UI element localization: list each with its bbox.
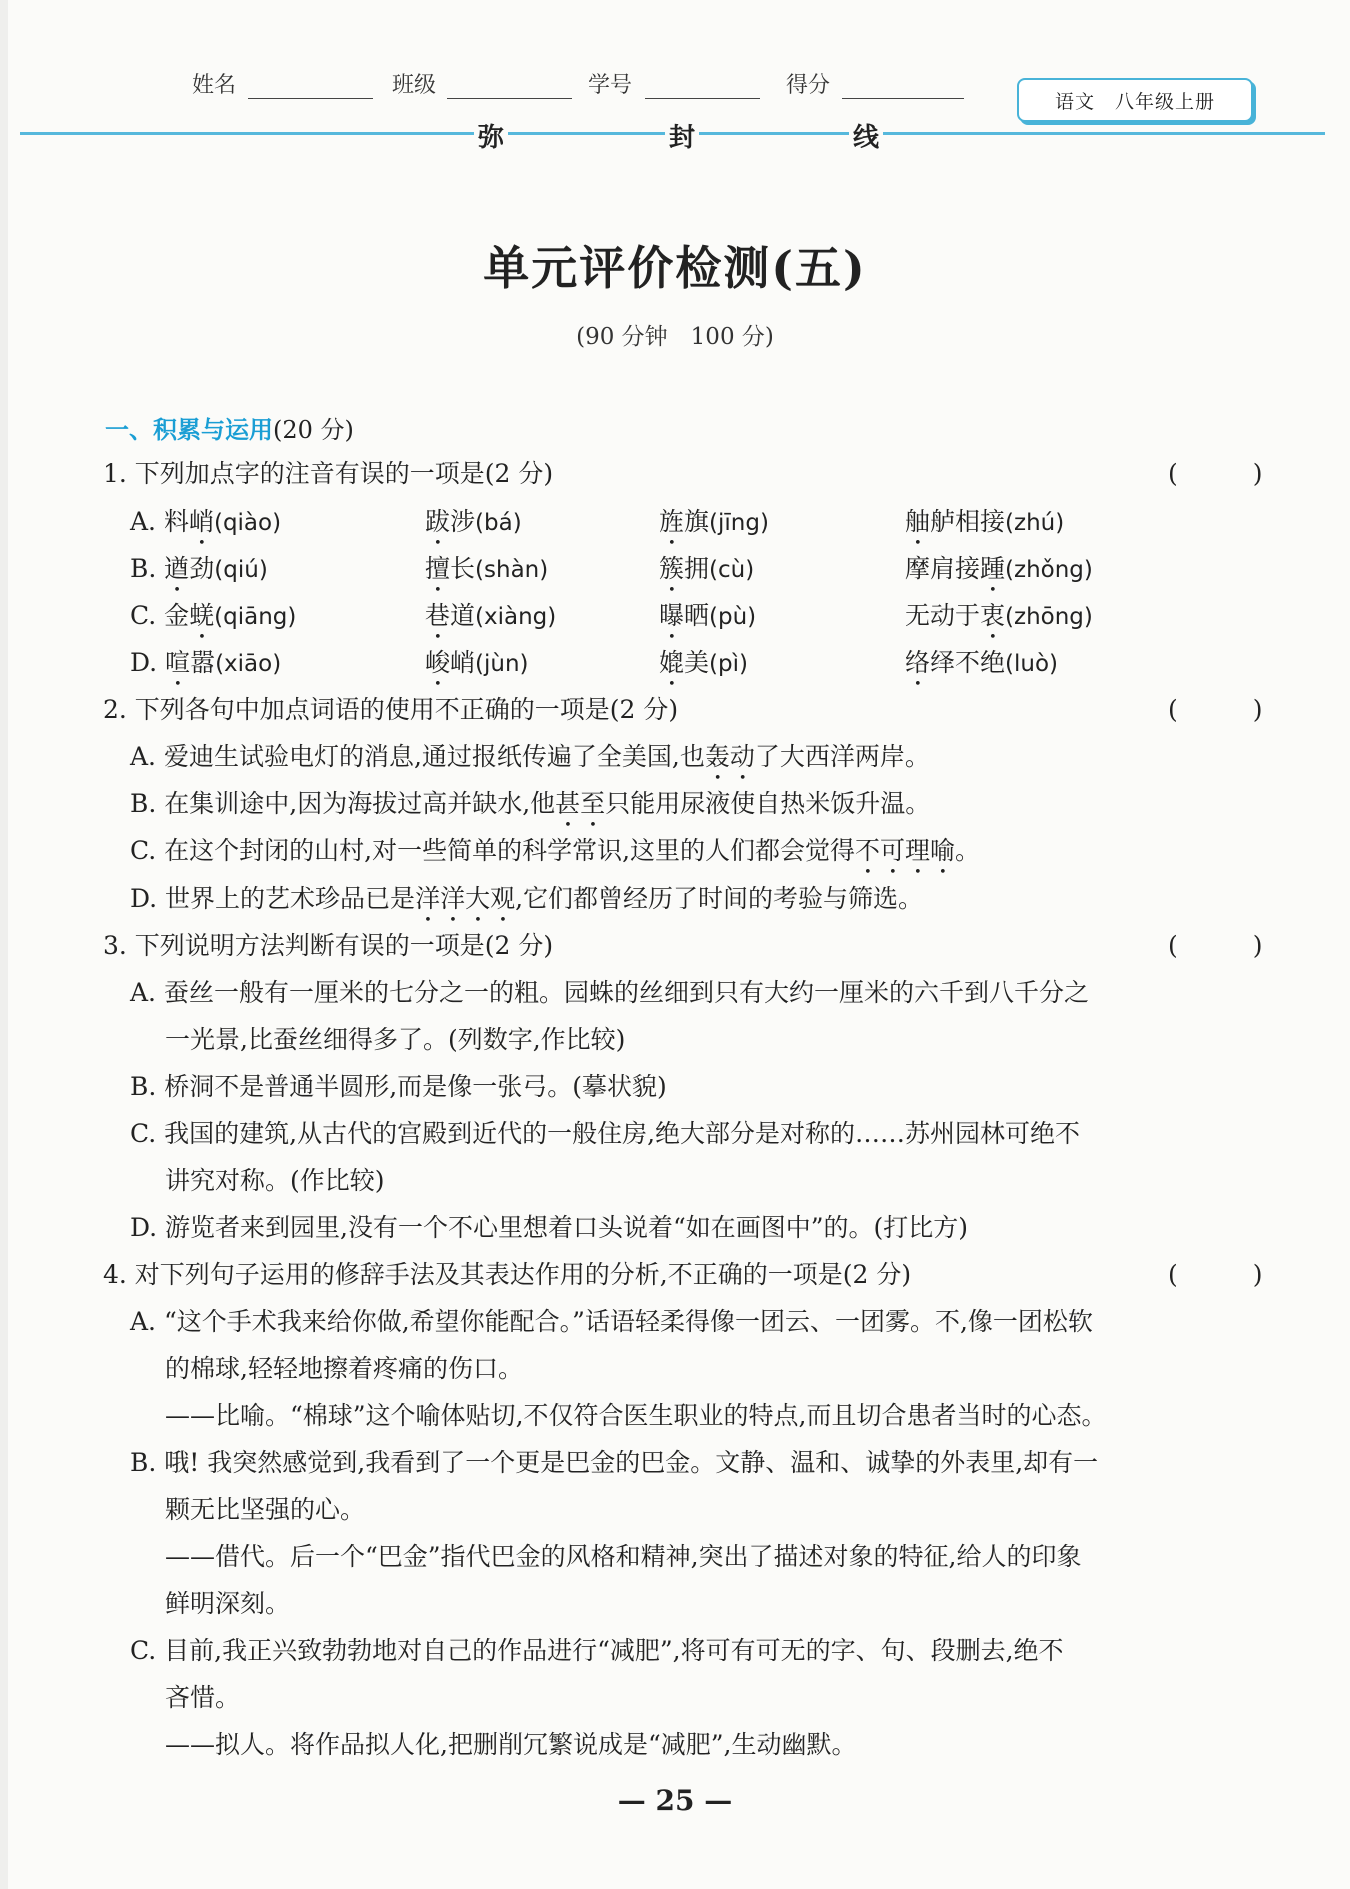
q3-option-a-cont: 一光景,比蚕丝细得多了。(列数字,作比较) (165, 1025, 626, 1054)
q4-option-b-cont: 颗无比坚强的心。 (165, 1495, 366, 1524)
dotted-char: 旌 (659, 507, 685, 536)
q1-stem: 1. 下列加点字的注音有误的一项是(2 分) (103, 459, 554, 488)
pinyin: (cù) (709, 557, 755, 583)
dotted-char: 络 (905, 648, 931, 677)
dotted-phrase: 洋洋大观 (415, 884, 516, 913)
dotted-char: 喧 (165, 648, 191, 677)
q2-answer-paren[interactable]: ( ) (1168, 695, 1263, 724)
dotted-char: 簇 (659, 554, 685, 583)
q1-option-a-item-1 (130, 506, 281, 551)
word-part: 拥 (684, 554, 710, 583)
q4-option-b-analysis-cont: 鲜明深刻。 (165, 1589, 291, 1618)
dotted-char: 峻 (425, 648, 451, 677)
q4-option-b: B. 哦! 我突然感觉到,我看到了一个更是巴金的巴金。文静、温和、诚挚的外表里,却有一 (130, 1448, 1099, 1477)
word-part: A. 料 (130, 507, 189, 536)
word-part: 舻相接 (930, 507, 1006, 536)
sentence-part: A. 爱迪生试验电灯的消息,通过报纸传遍了全美国,也 (130, 742, 705, 771)
dotted-phrase: 轰动 (704, 742, 755, 771)
pinyin: (jùn) (475, 651, 529, 677)
pinyin: (xiāo) (215, 651, 282, 677)
section-points: (20 分) (273, 416, 354, 444)
q2-stem: 2. 下列各句中加点词语的使用不正确的一项是(2 分) (103, 695, 679, 724)
sentence-part: B. 在集训途中,因为海拔过高并缺水,他 (130, 789, 556, 818)
pinyin: (luò) (1005, 651, 1059, 677)
dotted-char: 蜣 (189, 601, 215, 630)
pinyin: (qiú) (214, 557, 268, 583)
q2-option-d (130, 883, 923, 928)
q1-option-d-item-2 (425, 647, 529, 692)
q1-option-a-item-4 (905, 506, 1064, 551)
word-part: B. (130, 554, 165, 583)
word-part: 劲 (189, 554, 215, 583)
q4-option-a-analysis: ——比喻。“棉球”这个喻体贴切,不仅符合医生职业的特点,而且切合患者当时的心态。 (165, 1401, 1107, 1430)
q1-option-b-item-3 (659, 553, 754, 598)
q1-option-c-item-3 (659, 600, 756, 645)
word-part: D. (130, 648, 166, 677)
seal-char-1: 弥 (474, 117, 508, 154)
q1-option-c-item-4 (905, 600, 1093, 645)
q4-answer-paren[interactable]: ( ) (1168, 1260, 1263, 1289)
word-part: C. 金 (130, 601, 190, 630)
word-part: 嚣 (190, 648, 216, 677)
dotted-char: 衷 (980, 601, 1006, 630)
word-part: 无动于 (905, 601, 981, 630)
pinyin: (bá) (475, 510, 522, 536)
q4-stem: 4. 对下列句子运用的修辞手法及其表达作用的分析,不正确的一项是(2 分) (103, 1260, 912, 1289)
dotted-char: 擅 (425, 554, 451, 583)
pinyin: (xiàng) (475, 604, 557, 630)
id-blank[interactable] (645, 98, 760, 99)
name-blank[interactable] (248, 98, 373, 99)
pinyin: (pì) (709, 651, 748, 677)
sentence-part: 。 (955, 836, 981, 865)
dotted-char: 踵 (980, 554, 1006, 583)
word-part: 长 (450, 554, 476, 583)
q4-option-a: A. “这个手术我来给你做,希望你能配合。”话语轻柔得像一团云、一团雾。不,像一团松软 (130, 1307, 1093, 1336)
page-title: 单元评价检测(五) (483, 241, 867, 295)
q3-stem: 3. 下列说明方法判断有误的一项是(2 分) (103, 931, 554, 960)
word-part: 道 (450, 601, 476, 630)
dotted-char: 曝 (659, 601, 685, 630)
seal-char-2: 封 (665, 117, 699, 154)
q2-option-b (130, 788, 930, 833)
word-part: 美 (684, 648, 710, 677)
dotted-char: 遒 (164, 554, 190, 583)
dotted-char: 舳 (905, 507, 931, 536)
pinyin: (zhōng) (1005, 604, 1093, 630)
q1-option-b-item-4 (905, 553, 1093, 598)
dotted-char: 媲 (659, 648, 685, 677)
sentence-part: 了大西洋两岸。 (754, 742, 930, 771)
word-part: 晒 (684, 601, 710, 630)
q4-option-c-cont: 吝惜。 (165, 1683, 241, 1712)
sentence-part: C. 在这个封闭的山村,对一些简单的科学常识,这里的人们都会觉得 (130, 836, 856, 865)
pinyin: (shàn) (475, 557, 549, 583)
name-label: 姓名 (192, 73, 237, 98)
word-part: 峭 (450, 648, 476, 677)
q3-option-a: A. 蚕丝一般有一厘米的七分之一的粗。园蛛的丝细到只有大约一厘米的六千到八千分之 (130, 978, 1089, 1007)
q4-option-b-analysis: ——借代。后一个“巴金”指代巴金的风格和精神,突出了描述对象的特征,给人的印象 (165, 1542, 1082, 1571)
q1-option-a-item-2 (425, 506, 522, 551)
q1-answer-paren[interactable]: ( ) (1168, 459, 1263, 488)
q3-option-d: D. 游览者来到园里,没有一个不心里想着口头说着“如在画图中”的。(打比方) (130, 1213, 969, 1242)
class-blank[interactable] (447, 98, 572, 99)
sentence-part: D. 世界上的艺术珍品已是 (130, 884, 416, 913)
q4-option-c: C. 目前,我正兴致勃勃地对自己的作品进行“减肥”,将可有可无的字、句、段删去,绝不 (130, 1636, 1064, 1665)
q4-option-c-analysis: ——拟人。将作品拟人化,把删削冗繁说成是“减肥”,生动幽默。 (165, 1730, 857, 1759)
q4-option-a-cont: 的棉球,轻轻地擦着疼痛的伤口。 (165, 1354, 523, 1383)
sentence-part: ,它们都曾经历了时间的考验与筛选。 (515, 884, 924, 913)
q2-option-a (130, 741, 930, 786)
page-number: — 25 — (617, 1784, 733, 1817)
subject-badge: 语文 八年级上册 (1017, 78, 1253, 122)
q3-option-c-cont: 讲究对称。(作比较) (165, 1166, 385, 1195)
pinyin: (qiào) (213, 510, 282, 536)
sentence-part: 只能用尿液使自热米饭升温。 (605, 789, 931, 818)
dotted-char: 巷 (425, 601, 451, 630)
q2-option-c (130, 835, 980, 880)
q3-option-c: C. 我国的建筑,从古代的宫殿到近代的一般住房,绝大部分是对称的……苏州园林可绝不 (130, 1119, 1081, 1148)
score-label: 得分 (786, 73, 831, 98)
q1-option-c-item-2 (425, 600, 556, 645)
dotted-phrase: 甚至 (555, 789, 606, 818)
word-part: 涉 (450, 507, 476, 536)
page-subtitle: (90 分钟 100 分) (576, 324, 774, 350)
q1-option-c-item-1 (130, 600, 296, 645)
pinyin: (qiāng) (214, 604, 297, 630)
pinyin: (zhǒng) (1005, 557, 1093, 583)
class-label: 班级 (392, 73, 437, 98)
q1-option-a-item-3 (659, 506, 769, 551)
q1-option-d-item-1 (130, 647, 281, 692)
word-part: 绎不绝 (930, 648, 1006, 677)
pinyin: (zhú) (1005, 510, 1065, 536)
section-label: 一、积累与运用 (105, 416, 273, 444)
dotted-char: 峭 (188, 507, 214, 536)
q1-option-b-item-2 (425, 553, 548, 598)
q1-option-d-item-3 (659, 647, 748, 692)
word-part: 摩肩接 (905, 554, 981, 583)
pinyin: (jīng) (709, 510, 769, 536)
q3-option-b: B. 桥洞不是普通半圆形,而是像一张弓。(摹状貌) (130, 1072, 667, 1101)
score-blank[interactable] (842, 98, 964, 99)
section-heading (105, 410, 354, 445)
q3-answer-paren[interactable]: ( ) (1168, 931, 1263, 960)
pinyin: (pù) (709, 604, 757, 630)
id-label: 学号 (588, 73, 633, 98)
seal-char-3: 线 (849, 117, 883, 154)
dotted-char: 跋 (425, 507, 451, 536)
q1-option-d-item-4 (905, 647, 1058, 692)
dotted-phrase: 不可理喻 (855, 836, 956, 865)
q1-option-b-item-1 (130, 553, 268, 598)
word-part: 旗 (684, 507, 710, 536)
